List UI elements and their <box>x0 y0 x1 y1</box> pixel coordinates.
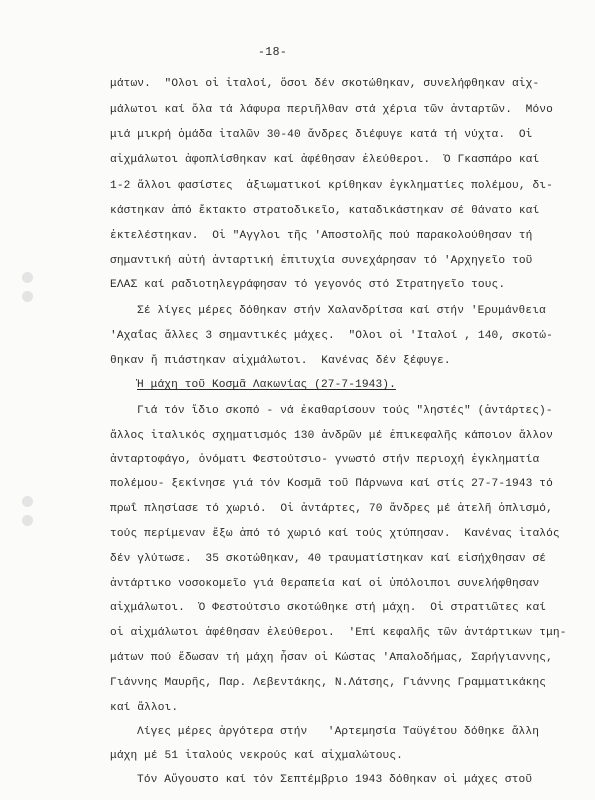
text-line: πρωΐ πλησίασε τό χωριό. Οἱ ἀντάρτες, 70 ἄνδρες μέ ἀτελῆ ὁπλισμό, <box>110 503 553 515</box>
text-line: καί ἄλλοι. <box>110 702 179 714</box>
text-line: μάτων πού ἔδωσαν τή μάχη ἦσαν οἱ Κώστας 'Απαλοδήμας, Σαρήγιαννης, <box>110 652 553 664</box>
text-line: μάτων. "Ολοι οἱ ἰταλοί, ὅσοι δέν σκοτώθηκαν, συνελήφθηκαν αἰχ- <box>110 78 540 90</box>
text-line: Γιάννης Μαυρῆς, Παρ. Λεβεντάκης, Ν.Λάτσης, Γιάννης Γραμματικάκης <box>110 677 547 689</box>
text-line: ἐκτελέστηκαν. Οἱ "Αγγλοι τῆς 'Αποστολῆς πού παρακολούθησαν τή <box>110 230 533 242</box>
text-line: 1-2 ἄλλοι φασίστες ἀξιωματικοί κρίθηκαν ἐγκληματίες πολέμου, δι- <box>110 180 553 192</box>
text-line: μιά μικρή ὁμάδα ἰταλῶν 30-40 ἄνδρες διέφυγε κατά τή νύχτα. Οἱ <box>110 129 533 141</box>
text-line: πολέμου- ξεκίνησε γιά τόν Κοσμᾶ τοῦ Πάρνωνα καί στίς 27-7-1943 τό <box>110 478 553 490</box>
text-line: Τόν Αὔγουστο καί τόν Σεπτέμβριο 1943 δόθηκαν οἱ μάχες στοῦ <box>137 774 533 786</box>
text-line: 'Αχαΐας ἄλλες 3 σημαντικές μάχες. "Ολοι οἱ 'Ιταλοί , 140, σκοτώ- <box>110 330 553 342</box>
text-line: μάλωτοι καί ὅλα τά λάφυρα περιῆλθαν στά χέρια τῶν ἀνταρτῶν. Μόνο <box>110 104 553 116</box>
text-line: ΕΛΑΣ καί ραδιοτηλεγράφησαν τό γεγονός στό Στρατηγεῖο τους. <box>110 279 506 291</box>
text-line: αἰχμάλωτοι. Ὁ Φεστούτσιο σκοτώθηκε στή μάχη. Οἱ στρατιῶτες καί <box>110 602 547 614</box>
text-line: αἰχμάλωτοι ἀφοπλίσθηκαν καί ἀφέθησαν ἐλεύθεροι. Ὁ Γκασπάρο καί <box>110 154 540 166</box>
text-line: δέν γλύτωσε. 35 σκοτώθηκαν, 40 τραυματίστηκαν καί εἰσήχθησαν σέ <box>110 553 547 565</box>
text-line: ἄλλος ἰταλικός σχηματισμός 130 ἀνδρῶν μέ ἐπικεφαλῆς κάποιον ἄλλον <box>110 430 553 442</box>
text-line: οἱ αἰχμάλωτοι ἀφέθησαν ἐλεύθεροι. 'Επί κεφαλῆς τῶν ἀντάρτικων τμη- <box>110 627 567 639</box>
text-line: μάχη μέ 51 ἰταλούς νεκρούς καί αἰχμαλώτους. <box>110 750 403 762</box>
text-line: σημαντική αὐτή ἀνταρτική ἐπιτυχία συνεχάρησαν τό 'Αρχηγεῖο τοῦ <box>110 255 533 267</box>
text-line: ἀνταρτοφάγο, ὀνόματι Φεστούτσιο- γνωστό στήν περιοχή ἐγκληματία <box>110 454 540 466</box>
text-line: κάστηκαν ἀπό ἔκτακτο στρατοδικεῖο, καταδικάστηκαν σέ θάνατο καί <box>110 205 540 217</box>
text-line: ἀντάρτικο νοσοκομεῖο γιά θεραπεία καί οἱ ὑπόλοιποι συνελήφθησαν <box>110 578 540 590</box>
text-line: Σέ λίγες μέρες δόθηκαν στήν Χαλανδρίτσα καί στήν 'Ερυμάνθεια <box>137 305 546 317</box>
text-line: Λίγες μέρες ἀργότερα στήν 'Αρτεμησία Ταϋγέτου δόθηκε ἄλλη <box>137 726 540 738</box>
text-line: Γιά τόν ἴδιο σκοπό - νά ἐκαθαρίσουν τούς "ληστές" (ἀντάρτες)- <box>137 405 553 417</box>
text-line: τούς περίμεναν ἔξω ἀπό τό χωριό καί τούς χτύπησαν. Κανένας ἰταλός <box>110 528 560 540</box>
section-heading: Ἡ μάχη τοῦ Κοσμᾶ Λακωνίας (27-7-1943). <box>137 379 396 391</box>
page-number: -18- <box>258 46 288 59</box>
text-line: θηκαν ἤ πιάστηκαν αἰχμάλωτοι. Κανένας δέν ξέφυγε. <box>110 355 451 367</box>
